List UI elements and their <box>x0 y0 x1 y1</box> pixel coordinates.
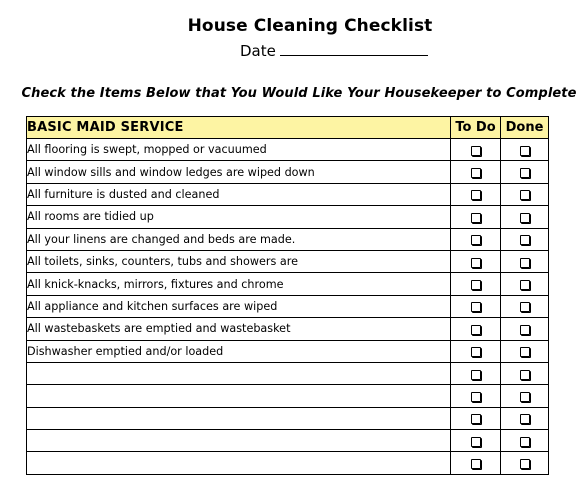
done-cell <box>501 340 549 362</box>
todo-checkbox[interactable] <box>471 437 481 447</box>
done-cell <box>501 183 549 205</box>
todo-cell <box>451 295 501 317</box>
todo-checkbox[interactable] <box>471 146 481 156</box>
task-label <box>27 385 451 407</box>
table-row <box>27 430 549 452</box>
todo-cell <box>451 318 501 340</box>
todo-cell <box>451 183 501 205</box>
task-label: All wastebaskets are emptied and wastebasket <box>27 318 451 340</box>
table-row <box>27 139 549 161</box>
done-cell <box>501 318 549 340</box>
table-row <box>27 228 549 250</box>
done-cell <box>501 228 549 250</box>
done-column-header: Done <box>501 117 549 139</box>
done-checkbox[interactable] <box>520 258 530 268</box>
done-checkbox[interactable] <box>520 168 530 178</box>
table-row <box>27 206 549 228</box>
todo-checkbox[interactable] <box>471 258 481 268</box>
todo-cell <box>451 452 501 474</box>
task-label: All window sills and window ledges are wiped down <box>27 161 451 183</box>
todo-checkbox[interactable] <box>471 325 481 335</box>
todo-cell <box>451 228 501 250</box>
done-cell <box>501 273 549 295</box>
done-checkbox[interactable] <box>520 370 530 380</box>
done-cell <box>501 139 549 161</box>
checklist-rows <box>27 139 549 475</box>
date-field <box>240 41 428 60</box>
page-title: House Cleaning Checklist <box>187 16 433 36</box>
todo-column-header: To Do <box>451 117 501 139</box>
done-checkbox[interactable] <box>520 392 530 402</box>
done-cell <box>501 206 549 228</box>
todo-checkbox[interactable] <box>471 190 481 200</box>
done-cell <box>501 295 549 317</box>
done-checkbox[interactable] <box>520 146 530 156</box>
table-row <box>27 340 549 362</box>
done-cell <box>501 161 549 183</box>
task-label <box>27 452 451 474</box>
task-label: All appliance and kitchen surfaces are wiped <box>27 295 451 317</box>
todo-cell <box>451 407 501 429</box>
task-label: All rooms are tidied up <box>27 206 451 228</box>
done-checkbox[interactable] <box>520 437 530 447</box>
done-checkbox[interactable] <box>520 414 530 424</box>
todo-cell <box>451 139 501 161</box>
date-blank-line[interactable] <box>280 41 428 56</box>
table-row <box>27 183 549 205</box>
table-row <box>27 250 549 272</box>
table-header-row <box>27 117 549 139</box>
table-row <box>27 161 549 183</box>
table-row <box>27 407 549 429</box>
table-row <box>27 295 549 317</box>
done-checkbox[interactable] <box>520 459 530 469</box>
todo-checkbox[interactable] <box>471 392 481 402</box>
task-label: All flooring is swept, mopped or vacuumed <box>27 139 451 161</box>
todo-checkbox[interactable] <box>471 168 481 178</box>
task-label <box>27 430 451 452</box>
done-checkbox[interactable] <box>520 235 530 245</box>
task-label <box>27 362 451 384</box>
todo-checkbox[interactable] <box>471 302 481 312</box>
todo-cell <box>451 206 501 228</box>
todo-checkbox[interactable] <box>471 370 481 380</box>
todo-checkbox[interactable] <box>471 459 481 469</box>
done-checkbox[interactable] <box>520 190 530 200</box>
date-label: Date <box>240 42 276 60</box>
instruction-text: Check the Items Below that You Would Like Your Housekeeper to Complete <box>21 86 577 101</box>
done-checkbox[interactable] <box>520 347 530 357</box>
todo-checkbox[interactable] <box>471 213 481 223</box>
todo-cell <box>451 362 501 384</box>
table-row <box>27 385 549 407</box>
table-row <box>27 318 549 340</box>
done-cell <box>501 407 549 429</box>
task-label: All furniture is dusted and cleaned <box>27 183 451 205</box>
todo-cell <box>451 161 501 183</box>
done-cell <box>501 362 549 384</box>
done-cell <box>501 452 549 474</box>
task-label: All your linens are changed and beds are made. <box>27 228 451 250</box>
done-cell <box>501 385 549 407</box>
todo-cell <box>451 385 501 407</box>
todo-cell <box>451 430 501 452</box>
todo-cell <box>451 340 501 362</box>
done-checkbox[interactable] <box>520 302 530 312</box>
todo-cell <box>451 250 501 272</box>
done-checkbox[interactable] <box>520 213 530 223</box>
table-row <box>27 452 549 474</box>
table-row <box>27 273 549 295</box>
task-label: All knick-knacks, mirrors, fixtures and chrome <box>27 273 451 295</box>
todo-checkbox[interactable] <box>471 280 481 290</box>
todo-checkbox[interactable] <box>471 347 481 357</box>
todo-checkbox[interactable] <box>471 414 481 424</box>
task-label: All toilets, sinks, counters, tubs and showers are <box>27 250 451 272</box>
done-checkbox[interactable] <box>520 325 530 335</box>
done-cell <box>501 250 549 272</box>
done-checkbox[interactable] <box>520 280 530 290</box>
task-label <box>27 407 451 429</box>
task-label: Dishwasher emptied and/or loaded <box>27 340 451 362</box>
todo-checkbox[interactable] <box>471 235 481 245</box>
todo-cell <box>451 273 501 295</box>
section-title: BASIC MAID SERVICE <box>27 117 451 139</box>
checklist-table <box>26 116 549 475</box>
done-cell <box>501 430 549 452</box>
table-row <box>27 362 549 384</box>
